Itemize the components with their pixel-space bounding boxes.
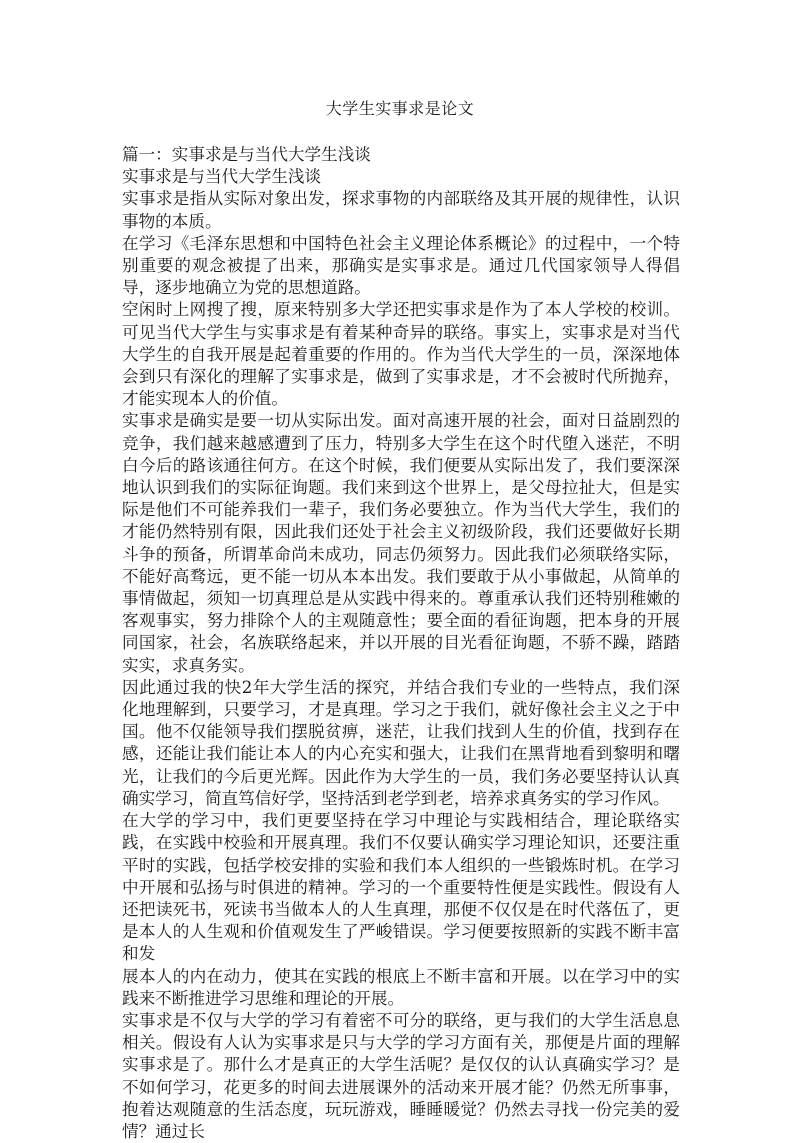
paragraph: 展本人的内在动力，使其在实践的根底上不断丰富和开展。以在学习中的实践来不断推进学习思维和理论的开展。 xyxy=(122,966,680,1008)
paragraph: 实事求是确实是要一切从实际出发。面对高速开展的社会，面对日益剧烈的竞争，我们越来越感遭到了压力，特别多大学生在这个时代堕入迷茫，不明白今后的路该通往何方。在这个时候，我们便要从实际出发了，我们要深深地认识到我们的实际征询题。我们来到这个世界上，是父母拉扯大，但是实际是他们不可能养我们一辈子，我们务必要独立。作为当代大学生，我们的才能仍然特别有限，因此我们还处于社会主义初级阶段，我们还要做好长期斗争的预备，所谓革命尚未成功，同志仍须努力。因此我们必须联络实际，不能好高骛远，更不能一切从本本出发。我们要敢于从小事做起，从简单的事情做起，须知一切真理总是从实践中得来的。尊重承认我们还特别稚嫩的客观事实，努力排除个人的主观随意性；要全面的看征询题，把本身的开展同国家，社会，名族联络起来，并以开展的目光看征询题，不骄不躁，踏踏实实，求真务实。 xyxy=(122,411,680,675)
paragraph: 实事求是指从实际对象出发，探求事物的内部联络及其开展的规律性，认识事物的本质。 xyxy=(122,189,680,231)
subtitle: 实事求是与当代大学生浅谈 xyxy=(122,167,322,187)
paragraph: 在大学的学习中，我们更要坚持在学习中理论与实践相结合，理论联络实践，在实践中校验和开展真理。我们不仅要认确实学习理论知识，还要注重平时的实践，包括学校安排的实验和我们本人组织的一些锻炼时机。在学习中开展和弘扬与时俱进的精神。学习的一个重要特性便是实践性。假设有人还把读死书，死读书当做本人的人生真理，那便不仅仅是在时代落伍了，更是本人的人生观和价值观发生了严峻错误。学习便要按照新的实践不断丰富和发 xyxy=(122,811,680,964)
paragraph: 空闲时上网搜了搜，原来特别多大学还把实事求是作为了本人学校的校训。可见当代大学生与实事求是有着某种奇异的联络。事实上，实事求是对当代大学生的自我开展是起着重要的作用的。作为当代大学生的一员，深深地体会到只有深化的理解了实事求是，做到了实事求是，才不会被时代所抛弃，才能实现本人的价值。 xyxy=(122,300,680,409)
document-body xyxy=(122,144,680,1143)
document-title: 大学生实事求是论文 xyxy=(325,99,475,118)
paragraph: 因此通过我的快2年大学生活的探究，并结合我们专业的一些特点，我们深化地理解到，只要学习，才是真理。学习之于我们，就好像社会主义之于中国。他不仅能领导我们摆脱贫痹，迷茫，让我们找到人生的价值，找到存在感，还能让我们能让本人的内心充实和强大，让我们在黑背地看到黎明和曙光，让我们的今后更光辉。因此作为大学生的一员，我们务必要坚持认认真确实学习，简直笃信好学，坚持活到老学到老，培养求真务实的学习作风。 xyxy=(122,677,680,808)
section-heading: 篇一：实事求是与当代大学生浅谈 xyxy=(122,145,371,164)
paragraph: 实事求是不仅与大学的学习有着密不可分的联络，更与我们的大学生活息息相关。假设有人认为实事求是只与大学的学习方面有关，那便是片面的理解实事求是了。那什么才是真正的大学生活呢？是仅仅的认认真确实学习？是不如何学习，花更多的时间去进展课外的活动来开展才能？仍然无所事事，抱着达观随意的生活态度，玩玩游戏，睡睡暖觉？仍然去寻找一份完美的爱情？通过长 xyxy=(122,1010,680,1141)
paragraph: 在学习《毛泽东思想和中国特色社会主义理论体系概论》的过程中，一个特别重要的观念被提了出来，那确实是实事求是。通过几代国家领导人得倡导，逐步地确立为党的思想道路。 xyxy=(122,233,680,298)
